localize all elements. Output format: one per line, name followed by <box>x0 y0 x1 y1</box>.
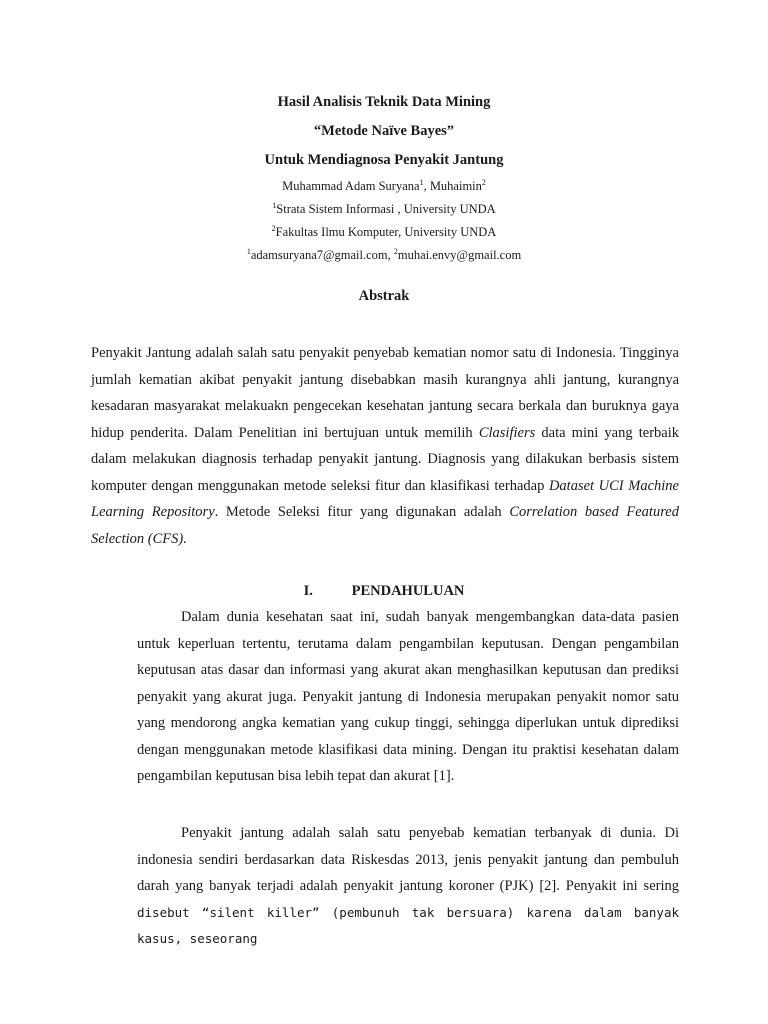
author-name: Muhaimin <box>429 179 482 193</box>
section-number: I. <box>303 583 313 599</box>
paragraph-text: Penyakit jantung adalah salah satu penyebab kematian terbanyak di dunia. Di indonesia sendiri berdasarkan data Riskesdas 2013, jenis penyakit jantung dan pembuluh darah yang banyak terjadi adalah penyakit jantung koroner (PJK) [2]. Penyakit ini sering <box>137 825 679 894</box>
paragraph-text-mono: disebut “silent killer” (pembunuh tak bersuara) karena dalam banyak kasus, seseorang <box>137 904 679 946</box>
body-paragraph <box>137 820 679 953</box>
email-mark: 1 <box>246 247 251 256</box>
abstract-heading: Abstrak <box>358 288 410 304</box>
email-separator: , <box>387 248 394 262</box>
author-affiliation-mark: 1 <box>419 178 424 187</box>
paper-title-line3: Untuk Mendiagnosa Penyakit Jantung <box>264 152 504 168</box>
affiliation-mark: 2 <box>271 224 276 233</box>
email-mark: 2 <box>393 247 398 256</box>
author-name: Muhammad Adam Suryana <box>282 179 420 193</box>
author-list <box>0 178 768 194</box>
email-address: muhai.envy@gmail.com <box>397 248 522 262</box>
abstract-body <box>91 340 679 552</box>
abstract-text: Penyakit Jantung adalah salah satu penyakit penyebab kematian nomor satu di Indonesia. Tingginya jumlah kematian akibat penyakit jantung disebabkan masih kurangnya ahli jantung, kurangnya kesadaran masyarakat melakuakn pengecekan kesehatan jantung secara berkala dan buruknya gaya hidup penderita. Dalam Penelitian ini bertujuan untuk memilih <box>91 345 679 441</box>
email-address: adamsuryana7@gmail.com <box>250 248 388 262</box>
affiliation-mark: 1 <box>272 201 277 210</box>
body-paragraph: Dalam dunia kesehatan saat ini, sudah banyak mengembangkan data-data pasien untuk keperluan tertentu, terutama dalam pengambilan keputusan. Dengan pengambilan keputusan atas dasar dan informasi yang akurat akan menghasilkan keputusan dan prediksi penyakit yang akurat juga. Penyakit jantung di Indonesia merupakan penyakit nomor satu yang mendorong angka kematian yang cukup tinggi, sehingga diperlukan untuk diprediksi dengan menggunakan metode klasifikasi data mining. Dengan itu praktisi kesehatan dalam pengambilan keputusan bisa lebih tepat dan akurat [1]. <box>137 609 679 784</box>
abstract-italic-term: Correlation based Featured Selection (CFS). <box>91 504 679 547</box>
affiliation-text: Fakultas Ilmu Komputer, University UNDA <box>275 225 497 239</box>
abstract-text: . Metode Seleksi fitur yang digunakan adalah <box>214 504 510 520</box>
affiliation-2 <box>0 224 768 240</box>
author-separator: , <box>423 179 430 193</box>
section-title: PENDAHULUAN <box>351 583 465 599</box>
abstract-text: data mini yang terbaik dalam melakukan diagnosis terhadap penyakit jantung. Diagnosis yang dilakukan berbasis sistem komputer dengan menggunakan metode seleksi fitur dan klasifikasi terhadap <box>91 424 679 494</box>
paper-title-line2: “Metode Naïve Bayes” <box>313 123 455 139</box>
abstract-italic-term: Clasifiers <box>478 424 536 441</box>
paper-header <box>0 92 768 270</box>
author-affiliation-mark: 2 <box>481 178 486 187</box>
section-heading <box>0 583 768 600</box>
affiliation-text: Strata Sistem Informasi , University UNDA <box>276 202 496 216</box>
author-emails <box>0 247 768 263</box>
paper-title-line1: Hasil Analisis Teknik Data Mining <box>277 94 491 110</box>
affiliation-1 <box>0 201 768 217</box>
abstract-italic-term: Dataset UCI Machine Learning Repository <box>91 477 679 520</box>
